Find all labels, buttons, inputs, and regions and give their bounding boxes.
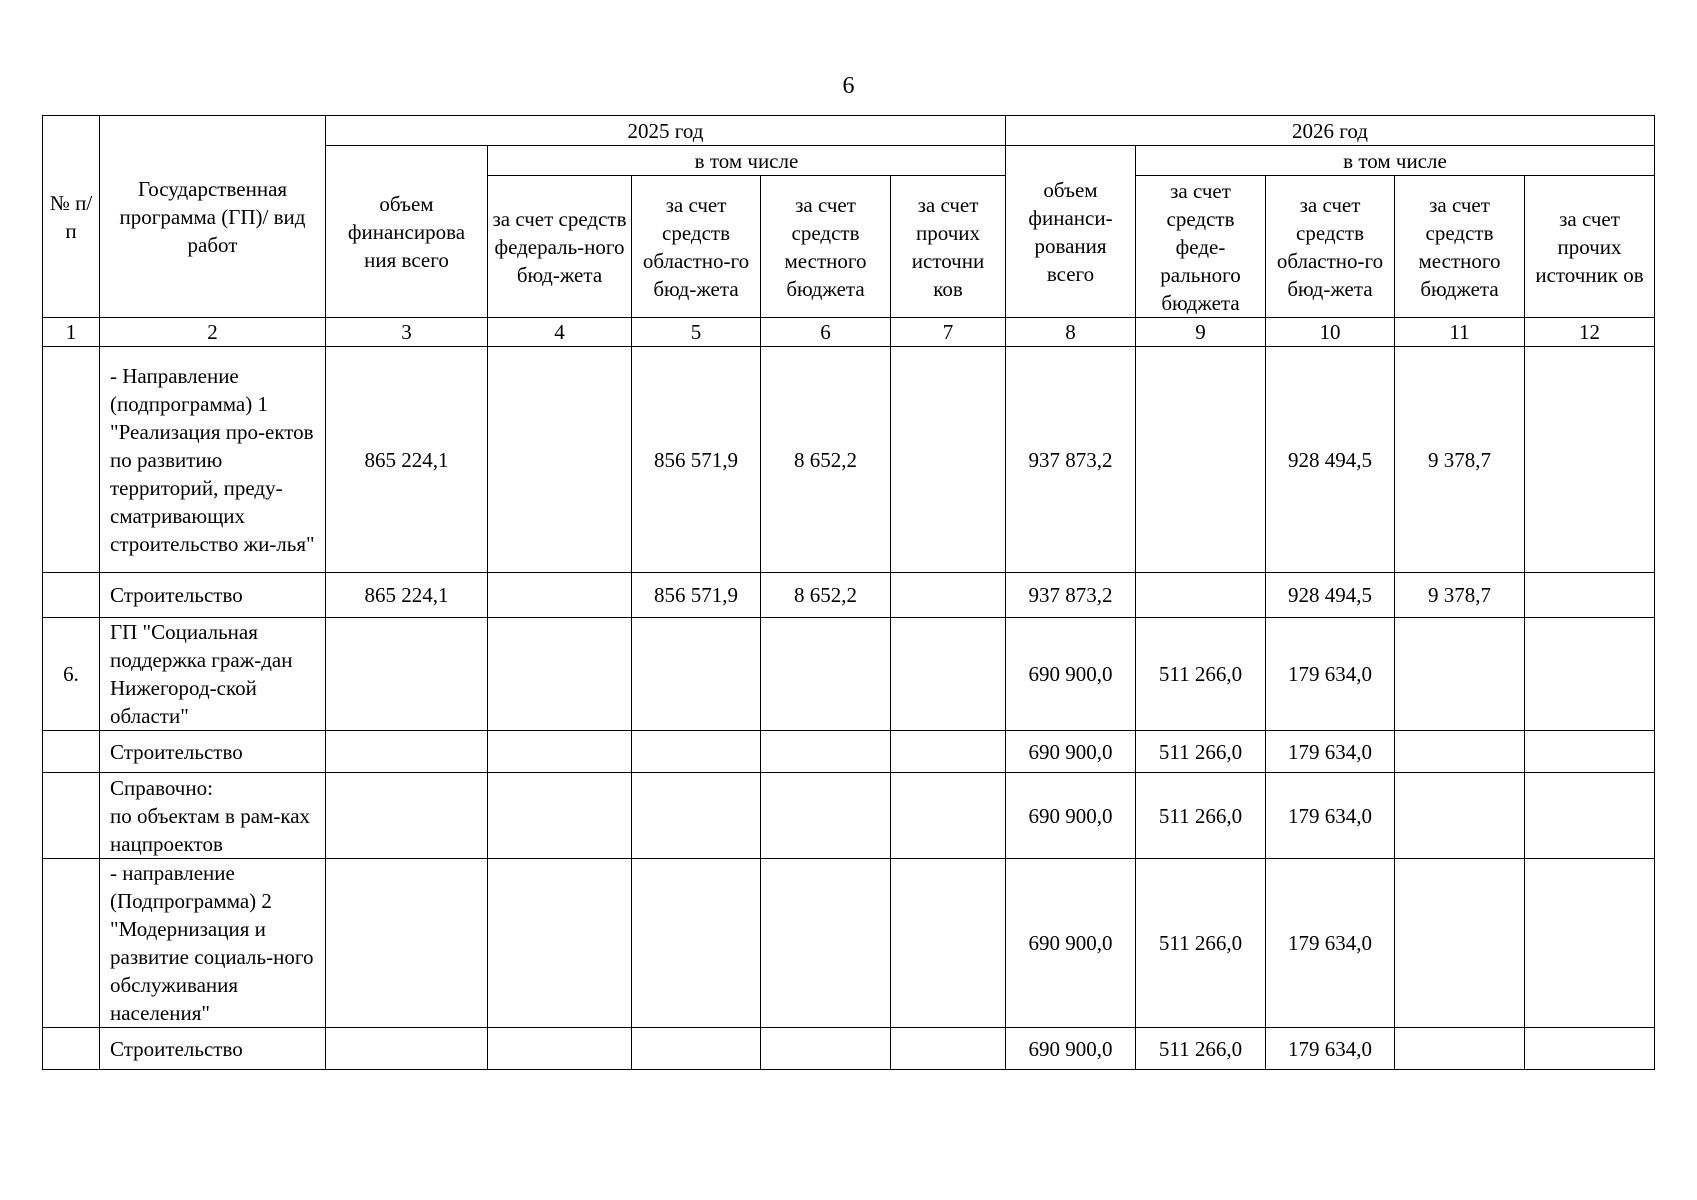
- value-cell: [326, 859, 488, 1028]
- value-cell: [488, 859, 632, 1028]
- value-cell: [891, 347, 1006, 573]
- value-cell: [891, 618, 1006, 731]
- column-number: 3: [326, 318, 488, 347]
- value-cell: 179 634,0: [1266, 731, 1395, 773]
- header-total-2026: объем финанси-рования всего: [1006, 146, 1136, 318]
- value-cell: [1395, 618, 1525, 731]
- value-cell: 511 266,0: [1136, 1028, 1266, 1070]
- column-number-row: [43, 318, 1655, 347]
- value-cell: 690 900,0: [1006, 859, 1136, 1028]
- column-number: 7: [891, 318, 1006, 347]
- row-name: Справочно: по объектам в рам-ках нацпроектов: [100, 773, 326, 859]
- page-number: 6: [842, 73, 855, 99]
- table-row: [43, 573, 1655, 618]
- header-other-2025: за счет прочих источни ков: [891, 176, 1006, 318]
- value-cell: [488, 573, 632, 618]
- value-cell: [488, 347, 632, 573]
- value-cell: [488, 773, 632, 859]
- column-number: 8: [1006, 318, 1136, 347]
- row-number: [43, 859, 100, 1028]
- value-cell: [1395, 1028, 1525, 1070]
- value-cell: [761, 859, 891, 1028]
- header-program: Государственная программа (ГП)/ вид работ: [100, 116, 326, 318]
- header-regional-2025: за счет средств областно-го бюд-жета: [632, 176, 761, 318]
- header-including-2026: в том числе: [1136, 146, 1655, 176]
- value-cell: [1525, 731, 1655, 773]
- column-number: 5: [632, 318, 761, 347]
- row-number: [43, 347, 100, 573]
- table-row: [43, 859, 1655, 1028]
- value-cell: [488, 1028, 632, 1070]
- value-cell: 9 378,7: [1395, 573, 1525, 618]
- value-cell: 179 634,0: [1266, 859, 1395, 1028]
- table-row: [43, 731, 1655, 773]
- header-local-2025: за счет средств местного бюджета: [761, 176, 891, 318]
- value-cell: 179 634,0: [1266, 773, 1395, 859]
- value-cell: [891, 1028, 1006, 1070]
- value-cell: 865 224,1: [326, 573, 488, 618]
- value-cell: [1525, 573, 1655, 618]
- header-total-2025: объем финансирова ния всего: [326, 146, 488, 318]
- value-cell: [488, 618, 632, 731]
- value-cell: [761, 618, 891, 731]
- value-cell: [632, 731, 761, 773]
- value-cell: [1136, 573, 1266, 618]
- column-number: 6: [761, 318, 891, 347]
- value-cell: [1525, 773, 1655, 859]
- header-federal-2026: за счет средств феде-рального бюджета: [1136, 176, 1266, 318]
- budget-table: [42, 115, 1655, 1070]
- header-num: № п/п: [43, 116, 100, 318]
- value-cell: 511 266,0: [1136, 773, 1266, 859]
- table-row: [43, 347, 1655, 573]
- table-body: [43, 347, 1655, 1070]
- value-cell: [761, 1028, 891, 1070]
- row-name: Строительство: [100, 731, 326, 773]
- value-cell: 690 900,0: [1006, 773, 1136, 859]
- value-cell: 690 900,0: [1006, 618, 1136, 731]
- column-number: 4: [488, 318, 632, 347]
- row-number: [43, 1028, 100, 1070]
- value-cell: [891, 773, 1006, 859]
- value-cell: [891, 731, 1006, 773]
- column-number: 12: [1525, 318, 1655, 347]
- table-row: [43, 618, 1655, 731]
- value-cell: 179 634,0: [1266, 618, 1395, 731]
- column-number: 2: [100, 318, 326, 347]
- value-cell: [891, 573, 1006, 618]
- value-cell: 511 266,0: [1136, 618, 1266, 731]
- value-cell: [326, 1028, 488, 1070]
- header-year-2026: 2026 год: [1006, 116, 1655, 146]
- column-number: 9: [1136, 318, 1266, 347]
- row-name: - Направление (подпрограмма) 1 "Реализация про-ектов по развитию территорий, преду-сматривающих строительство жи-лья": [100, 347, 326, 573]
- table-row: [43, 1028, 1655, 1070]
- value-cell: [761, 731, 891, 773]
- row-name: Строительство: [100, 573, 326, 618]
- value-cell: [1525, 1028, 1655, 1070]
- value-cell: 8 652,2: [761, 347, 891, 573]
- value-cell: 856 571,9: [632, 347, 761, 573]
- value-cell: [632, 618, 761, 731]
- row-name: - направление (Подпрограмма) 2 "Модернизация и развитие социаль-ного обслуживания населения": [100, 859, 326, 1028]
- value-cell: [1525, 859, 1655, 1028]
- header-including-2025: в том числе: [488, 146, 1006, 176]
- value-cell: [326, 773, 488, 859]
- value-cell: [1395, 859, 1525, 1028]
- row-number: [43, 573, 100, 618]
- value-cell: 928 494,5: [1266, 573, 1395, 618]
- value-cell: [632, 859, 761, 1028]
- table-row: [43, 773, 1655, 859]
- value-cell: [488, 731, 632, 773]
- header-local-2026: за счет средств местного бюджета: [1395, 176, 1525, 318]
- value-cell: 8 652,2: [761, 573, 891, 618]
- value-cell: [1525, 347, 1655, 573]
- value-cell: [1395, 773, 1525, 859]
- value-cell: 928 494,5: [1266, 347, 1395, 573]
- row-number: [43, 731, 100, 773]
- value-cell: 937 873,2: [1006, 573, 1136, 618]
- column-number: 11: [1395, 318, 1525, 347]
- value-cell: 690 900,0: [1006, 1028, 1136, 1070]
- value-cell: 937 873,2: [1006, 347, 1136, 573]
- header-row-years: [43, 116, 1655, 146]
- row-name: Строительство: [100, 1028, 326, 1070]
- value-cell: [632, 773, 761, 859]
- value-cell: 865 224,1: [326, 347, 488, 573]
- header-year-2025: 2025 год: [326, 116, 1006, 146]
- value-cell: 690 900,0: [1006, 731, 1136, 773]
- header-regional-2026: за счет средств областно-го бюд-жета: [1266, 176, 1395, 318]
- value-cell: [1525, 618, 1655, 731]
- value-cell: [891, 859, 1006, 1028]
- value-cell: 9 378,7: [1395, 347, 1525, 573]
- value-cell: [326, 731, 488, 773]
- value-cell: 511 266,0: [1136, 731, 1266, 773]
- row-name: ГП "Социальная поддержка граж-дан Нижегород-ской области": [100, 618, 326, 731]
- column-number: 10: [1266, 318, 1395, 347]
- value-cell: [1136, 347, 1266, 573]
- header-other-2026: за счет прочих источник ов: [1525, 176, 1655, 318]
- value-cell: [1395, 731, 1525, 773]
- value-cell: [326, 618, 488, 731]
- value-cell: 856 571,9: [632, 573, 761, 618]
- value-cell: [632, 1028, 761, 1070]
- row-number: 6.: [43, 618, 100, 731]
- row-number: [43, 773, 100, 859]
- column-number: 1: [43, 318, 100, 347]
- header-federal-2025: за счет средств федераль-ного бюд-жета: [488, 176, 632, 318]
- value-cell: 179 634,0: [1266, 1028, 1395, 1070]
- value-cell: [761, 773, 891, 859]
- value-cell: 511 266,0: [1136, 859, 1266, 1028]
